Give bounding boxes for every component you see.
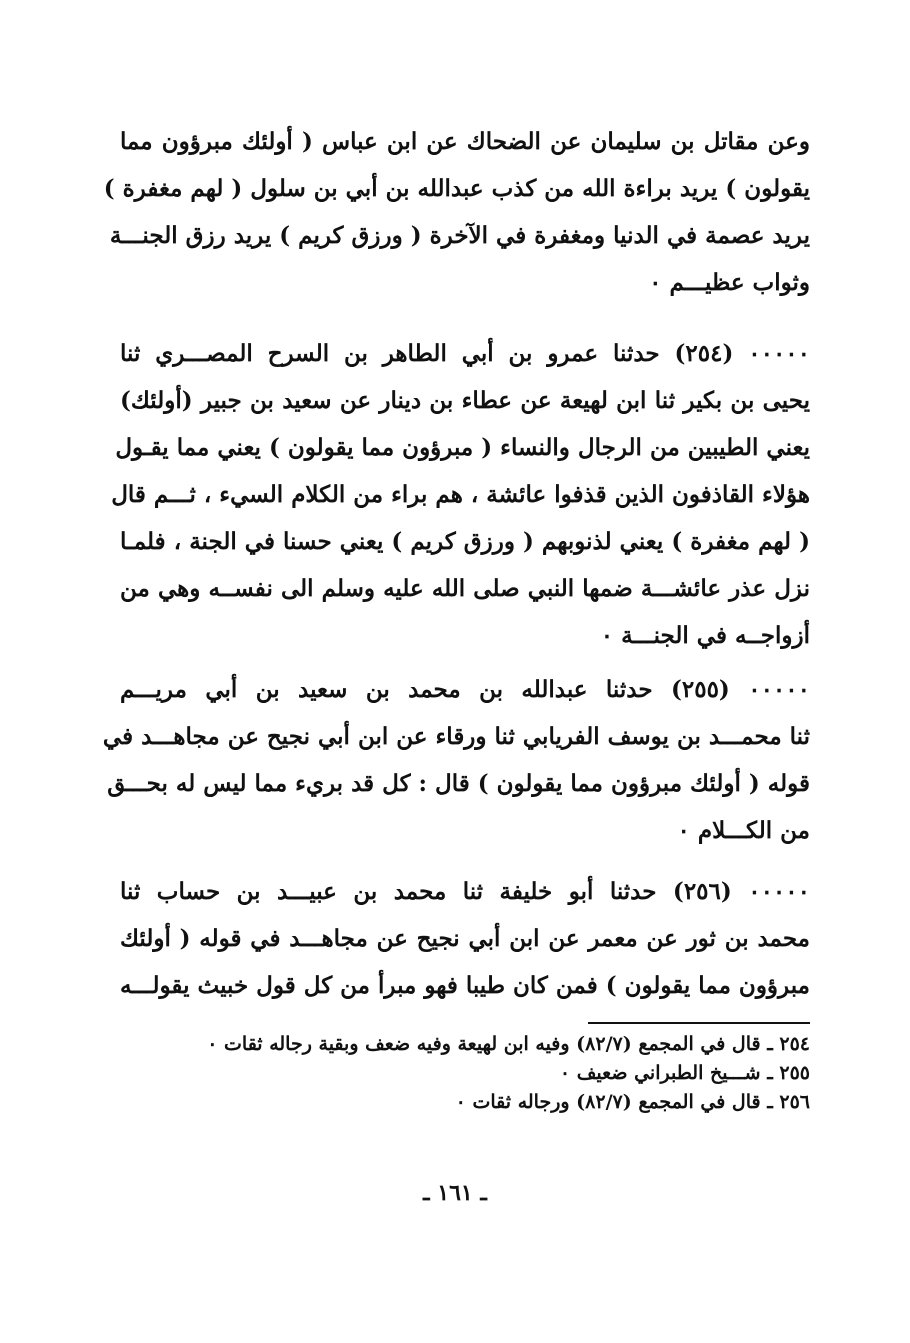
text-line: ٠٠٠٠٠ (٢٥٥) حدثنا عبدالله بن محمد بن سعيد بن أبي مريـــم — [120, 676, 810, 703]
text-line: ٠٠٠٠٠ (٢٥٤) حدثنا عمرو بن أبي الطاهر بن السرح المصـــري ثنا — [120, 340, 811, 367]
text-line: من الكـــلام ٠ — [677, 817, 810, 844]
text-line: يقولون ) يريد براءة الله من كذب عبدالله بن أبي بن سلول ( لهم مغفرة ) — [103, 175, 810, 202]
paragraph-3 — [102, 666, 810, 854]
text-line: ( لهم مغفرة ) يعني لذنوبهم ( ورزق كريم ) يعني حسنا في الجنة ، فلمـا — [120, 528, 810, 555]
text-line: هؤلاء القاذفون الذين قذفوا عائشة ، هم براء من الكلام السيء ، ثـــم قال — [111, 481, 810, 508]
text-line: ثنا محمـــد بن يوسف الفريابي ثنا ورقاء عن ابن أبي نجيح عن مجاهـــد في — [102, 723, 810, 750]
paragraph-4 — [120, 868, 810, 1009]
footnotes — [120, 1030, 810, 1117]
footnote-256: ٢٥٦ ـ قال في المجمع (٨٢/٧) ورجاله ثقات ٠ — [455, 1091, 810, 1113]
page-number: ـ ١٦١ ـ — [423, 1180, 487, 1206]
footnote-255: ٢٥٥ ـ شـــيخ الطبراني ضعيف ٠ — [559, 1062, 810, 1084]
paragraph-1 — [103, 118, 810, 306]
text-line: قوله ( أولئك مبرؤون مما يقولون ) قال : كل قد بريء مما ليس له بحـــق — [107, 770, 810, 797]
text-line: وثواب عظيـــم ٠ — [649, 269, 810, 296]
text-line: مبرؤون مما يقولون ) فمن كان طيبا فهو مبرأ من كل قول خبيث يقولـــه — [120, 972, 810, 999]
footnote-254: ٢٥٤ ـ قال في المجمع (٨٢/٧) وفيه ابن لهيعة وفيه ضعف وبقية رجاله ثقات ٠ — [207, 1033, 810, 1055]
text-line: ٠٠٠٠٠ (٢٥٦) حدثنا أبو خليفة ثنا محمد بن عبيـــد بن حساب ثنا — [120, 878, 810, 905]
text-line: وعن مقاتل بن سليمان عن الضحاك عن ابن عباس ( أولئك مبرؤون مما — [120, 128, 810, 155]
text-line: يعني الطيبين من الرجال والنساء ( مبرؤون مما يقولون ) يعني مما يقـول — [115, 434, 810, 461]
text-line: نزل عذر عائشـــة ضمها النبي صلى الله عليه وسلم الى نفســه وهي من — [120, 575, 810, 602]
text-line: محمد بن ثور عن معمر عن ابن أبي نجيح عن مجاهـــد في قوله ( أولئك — [120, 925, 810, 952]
text-line: يريد عصمة في الدنيا ومغفرة في الآخرة ( ورزق كريم ) يريد رزق الجنـــة — [109, 222, 810, 249]
footnote-divider — [588, 1022, 810, 1024]
text-line: يحيى بن بكير ثنا ابن لهيعة عن عطاء بن دينار عن سعيد بن جبير (أولئك) — [120, 387, 810, 414]
text-line: أزواجــه في الجنـــة ٠ — [600, 622, 810, 649]
paragraph-2 — [111, 330, 811, 659]
